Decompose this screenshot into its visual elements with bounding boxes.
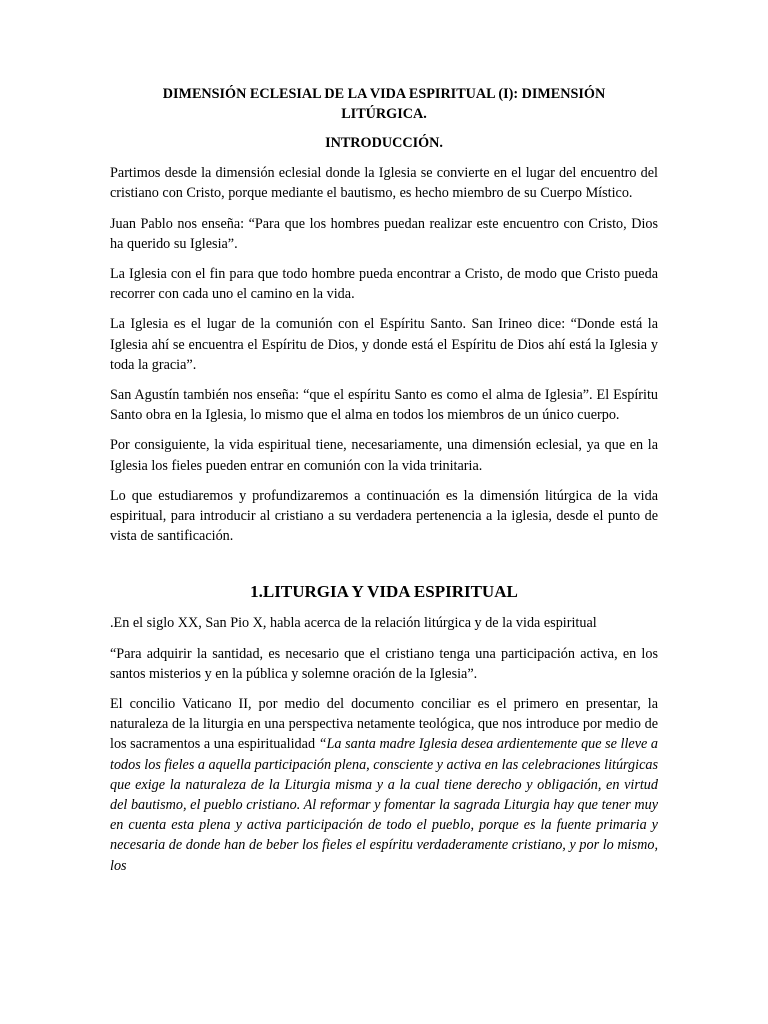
intro-heading: INTRODUCCIÓN. [325, 135, 443, 151]
section-1-heading: 1.LITURGIA Y VIDA ESPIRITUAL [250, 582, 518, 602]
intro-paragraph-2: Juan Pablo nos enseña: “Para que los hombres puedan realizar este encuentro con Cristo, Dios ha querido su Iglesia”. [110, 215, 658, 252]
intro-paragraph-6: Por consiguiente, la vida espiritual tiene, necesariamente, una dimensión eclesial, ya que en la Iglesia los fieles pueden entrar en comunión con la vida trinitaria. [110, 437, 658, 474]
document-title: DIMENSIÓN ECLESIAL DE LA VIDA ESPIRITUAL (I): DIMENSIÓN LITÚRGICA. [162, 86, 606, 122]
intro-paragraph-3: La Iglesia con el fin para que todo hombre pueda encontrar a Cristo, de modo que Cristo pueda recorrer con cada uno el camino en la vida. [110, 266, 658, 303]
section-1-paragraph-3 [110, 694, 658, 876]
document-page [110, 84, 658, 886]
intro-paragraph-1: Partimos desde la dimensión eclesial donde la Iglesia se convierte en el lugar del encuentro del cristiano con Cristo, porque mediante el bautismo, es hecho miembro de su Cuerpo Místico. [110, 165, 658, 202]
section-1-paragraph-1: .En el siglo XX, San Pio X, habla acerca de la relación litúrgica y de la vida espiritual [110, 615, 597, 632]
council-quote: “La santa madre Iglesia desea ardientemente que se lleve a todos los fieles a aquella participación plena, consciente y activa en las celebraciones litúrgicas que exige la naturaleza de la Liturgia misma y a la cual tiene derecho y obligación, en virtud del bautismo, el pueblo cristiano. Al reformar y fomentar la sagrada Liturgia hay que tener muy en cuenta esta plena y activa participación de todo el pueblo, porque es la fuente primaria y necesaria de donde han de beber los fieles el espíritu verdaderamente cristiano, y por lo mismo, los [110, 736, 659, 874]
section-1-paragraph-3-text: El concilio Vaticano II, por medio del documento conciliar es el primero en presentar, la naturaleza de la liturgia en una perspectiva netamente teológica, que nos introduce por medio de los sacramentos a una espiritualidad [110, 696, 658, 753]
intro-paragraph-5: San Agustín también nos enseña: “que el espíritu Santo es como el alma de Iglesia”. El Espíritu Santo obra en la Iglesia, lo mismo que el alma en todos los miembros de un único cuerpo. [110, 387, 658, 424]
intro-paragraph-7: Lo que estudiaremos y profundizaremos a continuación es la dimensión litúrgica de la vida espiritual, para introducir al cristiano a su verdadera pertenencia a la iglesia, desde el punto de vista de santificación. [110, 487, 658, 545]
intro-paragraph-4: La Iglesia es el lugar de la comunión con el Espíritu Santo. San Irineo dice: “Donde está la Iglesia ahí se encuentra el Espíritu de Dios, y donde está el Espíritu de Dios ahí está la Iglesia y toda la gracia”. [110, 316, 658, 373]
section-1-paragraph-2: “Para adquirir la santidad, es necesario que el cristiano tenga una participación activa, en los santos misterios y en la pública y solemne oración de la Iglesia”. [110, 645, 658, 682]
